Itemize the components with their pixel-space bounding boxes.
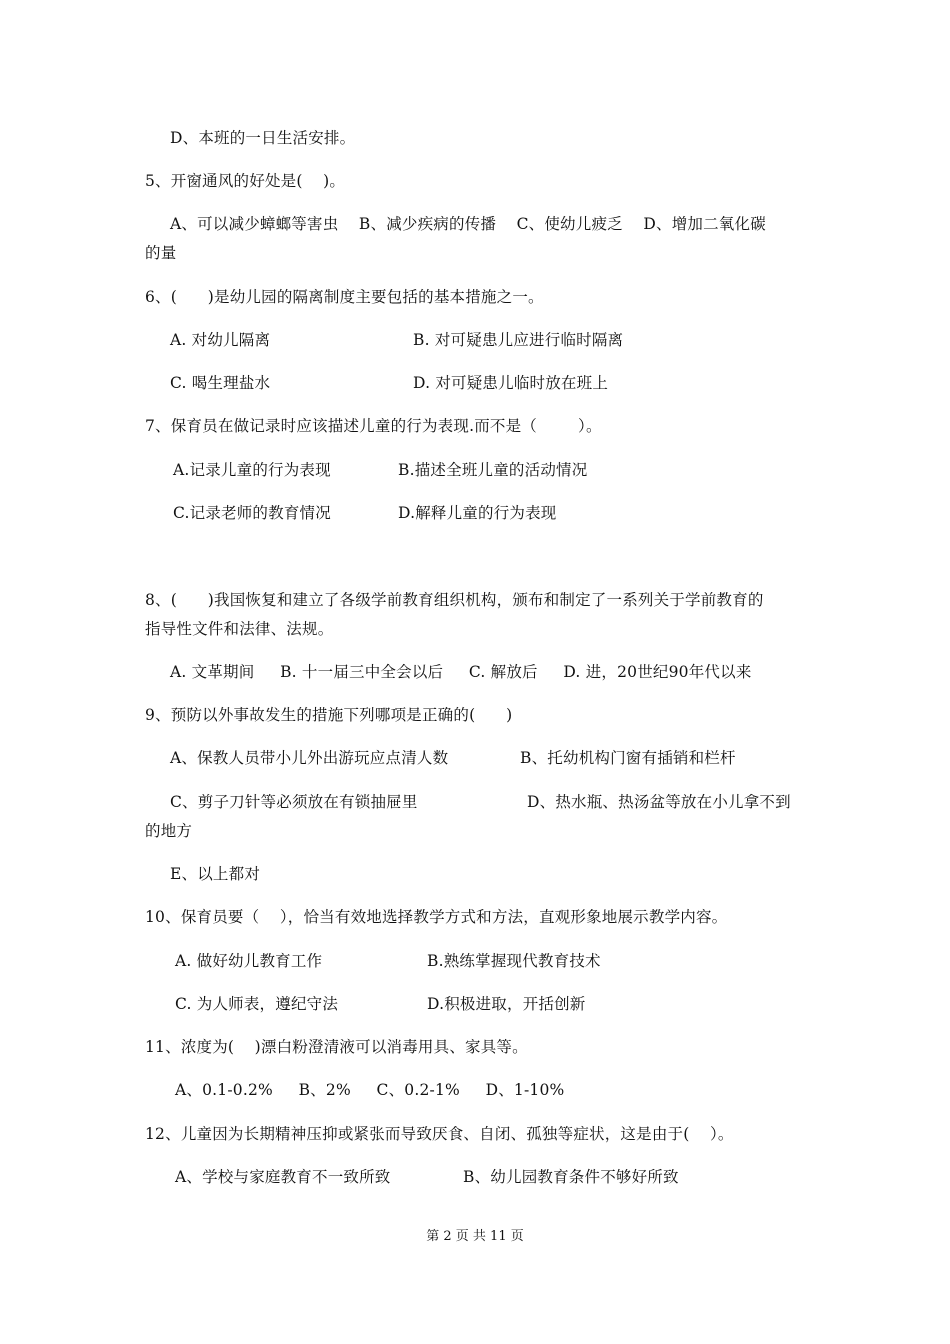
question-9: 9、预防以外事故发生的措施下列哪项是正确的( ) xyxy=(145,706,513,724)
option-e-q9: E、以上都对 xyxy=(170,865,261,883)
question-8-continued: 指导性文件和法律、法规。 xyxy=(145,620,334,638)
option-d-q9-continued: 的地方 xyxy=(145,822,193,840)
option-c-q9: C、剪子刀针等必须放在有锁抽屉里 xyxy=(170,793,418,811)
option-b-q10: B.熟练掌握现代教育技术 xyxy=(427,952,601,970)
option-c-q7: C.记录老师的教育情况 xyxy=(173,504,331,522)
option-c-q10: C. 为人师表，遵纪守法 xyxy=(175,995,339,1013)
option-a-q10: A. 做好幼儿教育工作 xyxy=(175,952,323,970)
option-a-q9: A、保教人员带小儿外出游玩应点清人数 xyxy=(170,749,449,767)
option-d-q7: D.解释儿童的行为表现 xyxy=(398,504,557,522)
question-10: 10、保育员要（ ），恰当有效地选择教学方式和方法，直观形象地展示教学内容。 xyxy=(145,908,728,926)
option-d-q9: D、热水瓶、热汤盆等放在小儿拿不到 xyxy=(527,793,791,811)
option-a-q12: A、学校与家庭教育不一致所致 xyxy=(175,1168,391,1186)
option-d-q10: D.积极进取，开括创新 xyxy=(427,995,586,1013)
options-q8: A. 文革期间 B. 十一届三中全会以后 C. 解放后 D. 进，20世纪90年代以来 xyxy=(170,663,752,681)
question-6: 6、( )是幼儿园的隔离制度主要包括的基本措施之一。 xyxy=(145,288,544,306)
option-b-q9: B、托幼机构门窗有插销和栏杆 xyxy=(520,749,736,767)
question-7: 7、保育员在做记录时应该描述儿童的行为表现.而不是（ ）。 xyxy=(145,417,602,435)
options-q5-continued: 的量 xyxy=(145,244,177,262)
option-a-q7: A.记录儿童的行为表现 xyxy=(173,461,331,479)
question-11: 11、浓度为( )漂白粉澄清液可以消毒用具、家具等。 xyxy=(145,1038,528,1056)
question-12: 12、儿童因为长期精神压抑或紧张而导致厌食、自闭、孤独等症状，这是由于( ）。 xyxy=(145,1125,734,1143)
option-a-q6: A. 对幼儿隔离 xyxy=(170,331,271,349)
option-d-q6: D. 对可疑患儿临时放在班上 xyxy=(413,374,609,392)
option-d-q4: D、本班的一日生活安排。 xyxy=(170,129,356,147)
options-q5: A、可以减少蟑螂等害虫 B、减少疾病的传播 C、使幼儿疲乏 D、增加二氧化碳 xyxy=(170,215,766,233)
question-8: 8、( )我国恢复和建立了各级学前教育组织机构，颁布和制定了一系列关于学前教育的 xyxy=(145,591,764,609)
option-c-q6: C. 喝生理盐水 xyxy=(170,374,271,392)
option-b-q6: B. 对可疑患儿应进行临时隔离 xyxy=(413,331,624,349)
option-b-q12: B、幼儿园教育条件不够好所致 xyxy=(463,1168,679,1186)
option-b-q7: B.描述全班儿童的活动情况 xyxy=(398,461,588,479)
page-number: 第 2 页 共 11 页 xyxy=(426,1229,524,1244)
question-5: 5、开窗通风的好处是( )。 xyxy=(145,172,346,190)
options-q11: A、0.1-0.2% B、2% C、0.2-1% D、1-10% xyxy=(175,1081,565,1099)
